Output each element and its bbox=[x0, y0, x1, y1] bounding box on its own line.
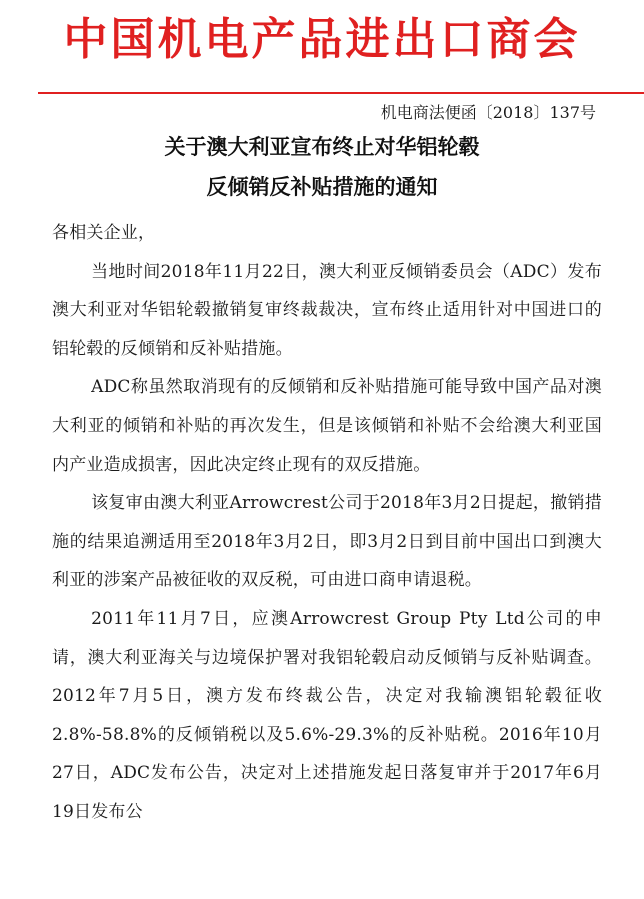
document-number: 机电商法便函〔2018〕137号 bbox=[380, 103, 596, 122]
header-divider bbox=[38, 92, 644, 94]
letter-body bbox=[52, 214, 602, 832]
salutation: 各相关企业， bbox=[52, 223, 156, 243]
paragraph-1: 当地时间2018年11月22日，澳大利亚反倾销委员会（ADC）发布澳大利亚对华铝轮毂撤销复审终裁裁决，宣布终止适用针对中国进口的铝轮毂的反倾销和反补贴措施。 bbox=[52, 261, 602, 359]
paragraph-4: 2011年11月7日，应澳Arrowcrest Group Pty Ltd公司的申请，澳大利亚海关与边境保护署对我铝轮毂启动反倾销与反补贴调查。2012年7月5日，澳方发布终裁公告，决定对我输澳铝轮毂征收2.8%-58.8%的反倾销税以及5.6%-29.3%的反补贴税。2016年10月27日，ADC发布公告，决定对上述措施发起日落复审并于2017年6月19日发布公 bbox=[52, 608, 602, 822]
paragraph-2: ADC称虽然取消现有的反倾销和反补贴措施可能导致中国产品对澳大利亚的倾销和补贴的再次发生，但是该倾销和补贴不会给澳大利亚国内产业造成损害，因此决定终止现有的双反措施。 bbox=[52, 377, 602, 475]
organization-header: 中国机电产品进出口商会 bbox=[63, 14, 581, 65]
notice-title-line-1: 关于澳大利亚宣布终止对华铝轮毂 bbox=[164, 135, 480, 159]
notice-title-line-2: 反倾销反补贴措施的通知 bbox=[206, 175, 438, 199]
paragraph-3: 该复审由澳大利亚Arrowcrest公司于2018年3月2日提起，撤销措施的结果追溯适用至2018年3月2日，即3月2日到目前中国出口到澳大利亚的涉案产品被征收的双反税，可由进口商申请退税。 bbox=[52, 493, 602, 591]
